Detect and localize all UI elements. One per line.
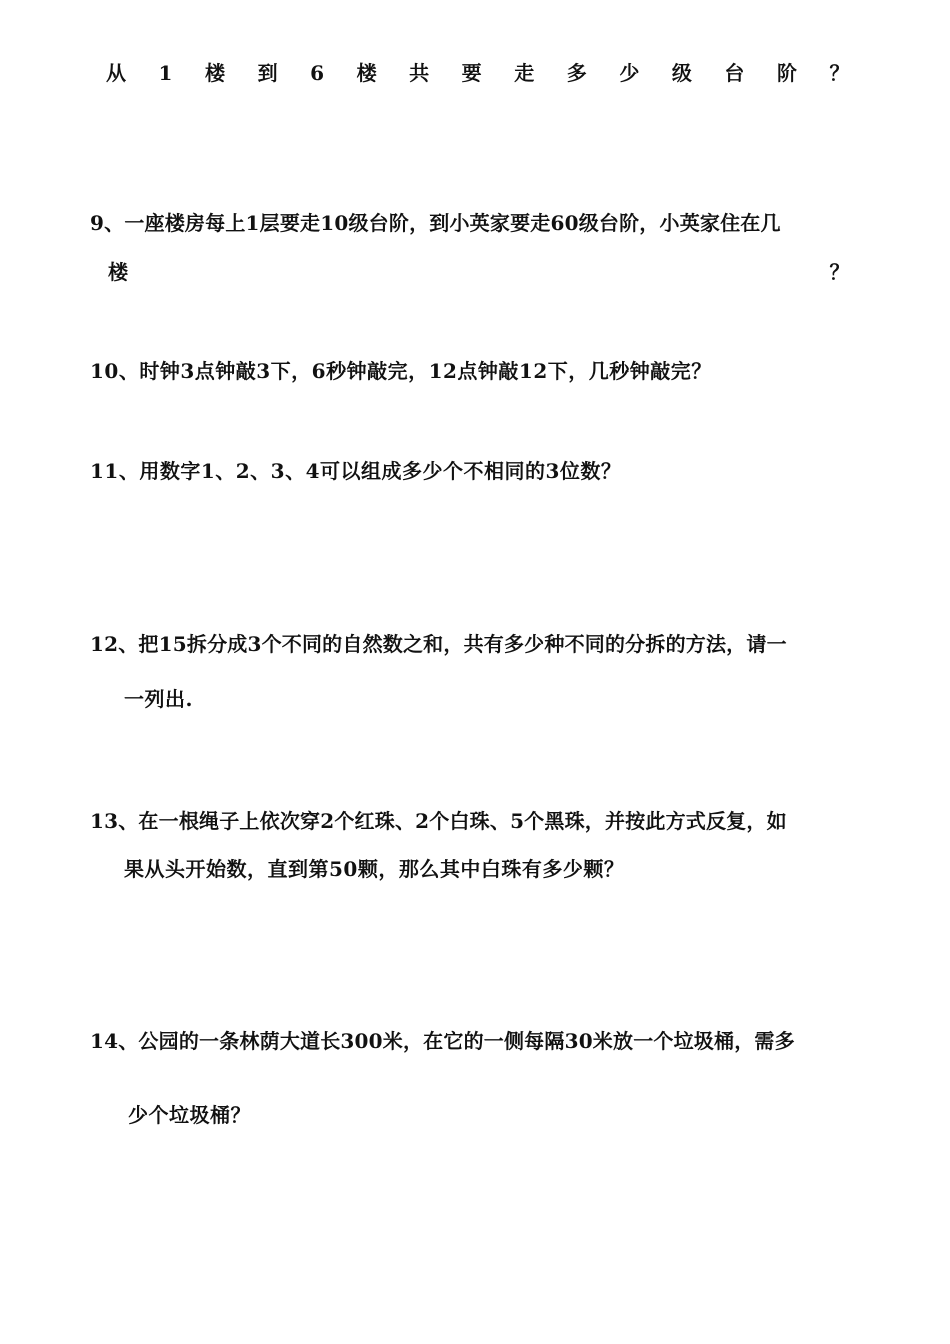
- char: 到: [257, 61, 279, 85]
- char: 1: [158, 61, 173, 85]
- question-14-line-1: 14、公园的一条林荫大道长300米，在它的一侧每隔30米放一个垃圾桶，需多: [90, 1029, 795, 1053]
- char: 楼: [356, 61, 378, 85]
- question-11: 11、用数字1、2、3、4可以组成多少个不相同的3位数？: [90, 459, 622, 483]
- question-9-line-2-start: 楼: [108, 260, 129, 284]
- char: 从: [106, 61, 127, 85]
- question-13-line-1: 13、在一根绳子上依次穿2个红珠、2个白珠、5个黑珠，并按此方式反复，如: [90, 809, 787, 833]
- char: ？: [829, 61, 850, 85]
- question-8-continuation: [106, 59, 850, 87]
- question-9-line-2: [108, 258, 850, 286]
- question-10: 10、时钟3点钟敲3下，6秒钟敲完，12点钟敲12下，几秒钟敲完？: [90, 359, 712, 383]
- char: 楼: [205, 61, 226, 85]
- question-9-line-2-end: ？: [829, 260, 850, 284]
- char: 6: [310, 61, 325, 85]
- char: 阶: [776, 61, 798, 85]
- char: 要: [461, 61, 483, 85]
- question-12-line-1: 12、把15拆分成3个不同的自然数之和，共有多少种不同的分拆的方法，请一: [90, 632, 787, 656]
- question-13-line-2: 果从头开始数，直到第50颗，那么其中白珠有多少颗？: [124, 857, 625, 881]
- char: 多: [566, 61, 588, 85]
- char: 级: [671, 61, 693, 85]
- question-9-line-1: 9、一座楼房每上1层要走10级台阶，到小英家要走60级台阶，小英家住在几: [90, 211, 781, 235]
- char: 共: [409, 61, 430, 85]
- char: 台: [724, 61, 745, 85]
- question-12-line-2: 一列出.: [124, 687, 193, 711]
- question-14-line-2: 少个垃圾桶？: [128, 1103, 251, 1127]
- char: 走: [514, 61, 535, 85]
- char: 少: [619, 61, 640, 85]
